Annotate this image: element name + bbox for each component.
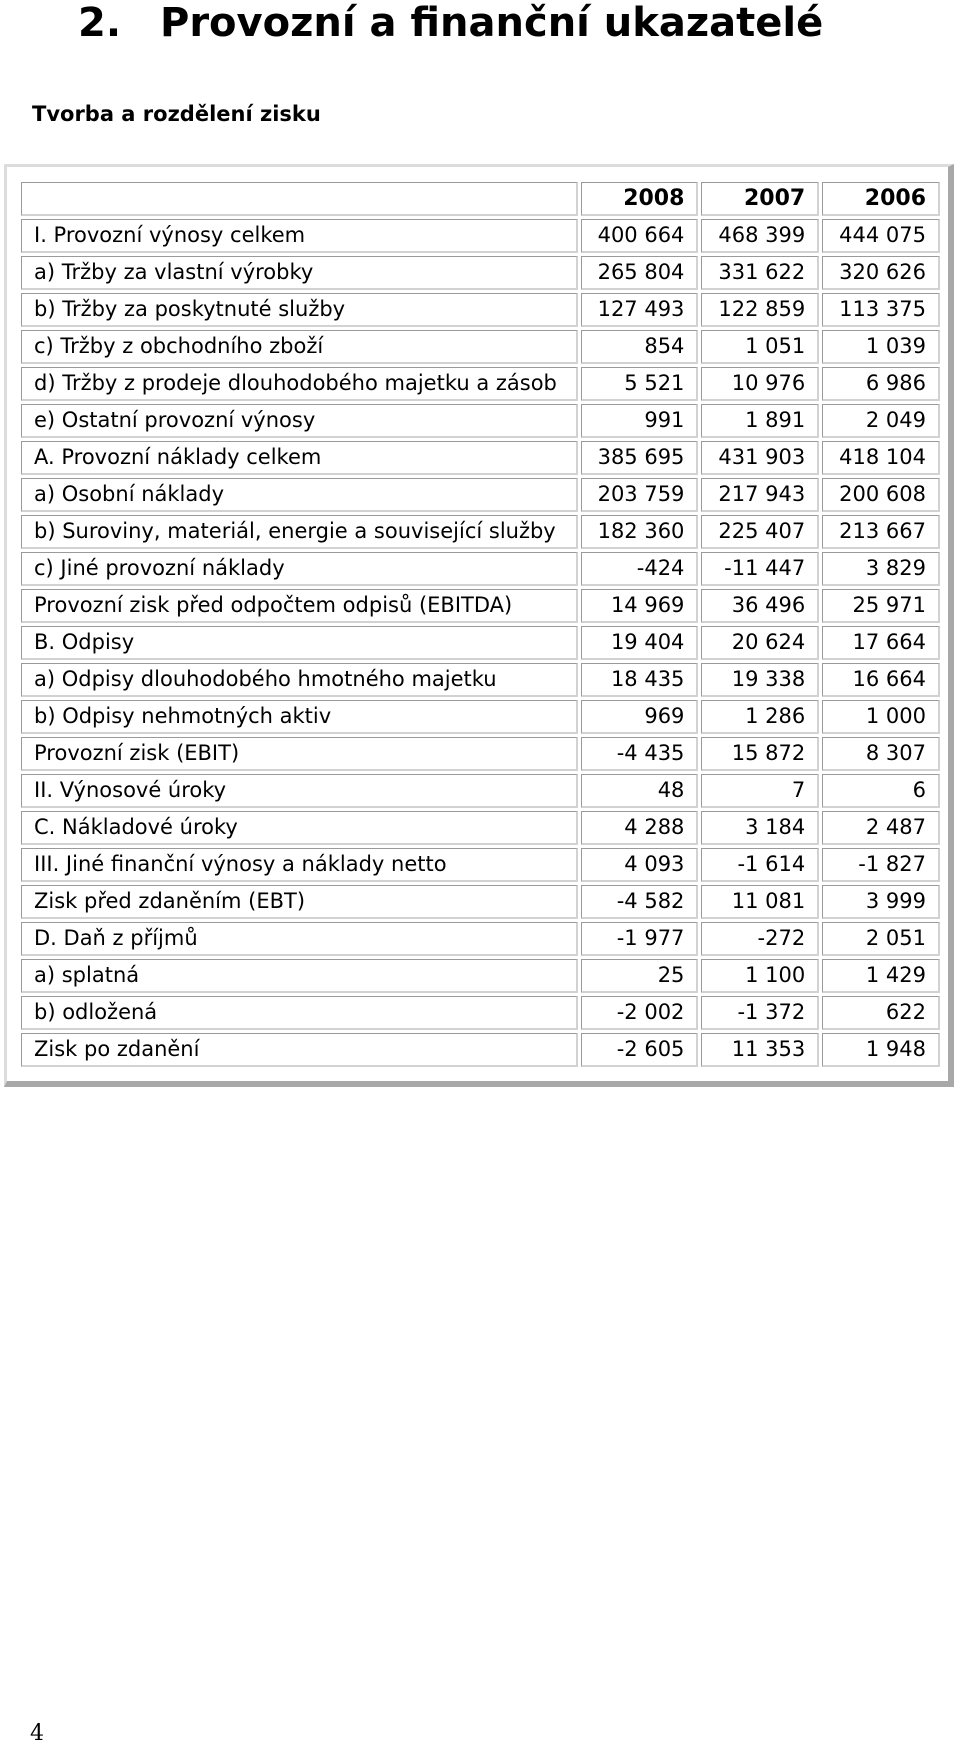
value-cell: 385 695 <box>581 441 699 475</box>
value-cell: 418 104 <box>822 441 940 475</box>
table-row <box>21 441 940 475</box>
value-cell: -424 <box>581 552 699 586</box>
value-cell: 122 859 <box>701 293 819 327</box>
table-row <box>21 885 940 919</box>
row-label-cell: Provozní zisk (EBIT) <box>21 737 578 771</box>
value-cell: 217 943 <box>701 478 819 512</box>
table-row <box>21 219 940 253</box>
value-cell: 127 493 <box>581 293 699 327</box>
table-row <box>21 848 940 882</box>
value-cell: -4 435 <box>581 737 699 771</box>
table-header-row <box>21 182 940 216</box>
value-cell: -1 372 <box>701 996 819 1030</box>
table-row <box>21 367 940 401</box>
table-row <box>21 515 940 549</box>
value-cell: 7 <box>701 774 819 808</box>
financial-table-frame <box>4 164 954 1087</box>
section-subheading: Tvorba a rozdělení zisku <box>32 102 321 126</box>
row-label-cell: Zisk po zdanění <box>21 1033 578 1067</box>
value-cell: 18 435 <box>581 663 699 697</box>
table-row <box>21 256 940 290</box>
value-cell: 1 429 <box>822 959 940 993</box>
value-cell: 17 664 <box>822 626 940 660</box>
page-heading <box>78 0 823 46</box>
value-cell: 1 051 <box>701 330 819 364</box>
value-cell: 2 487 <box>822 811 940 845</box>
value-cell: -1 827 <box>822 848 940 882</box>
value-cell: 3 184 <box>701 811 819 845</box>
value-cell: -1 614 <box>701 848 819 882</box>
page-number: 4 <box>30 1721 44 1746</box>
value-cell: 8 307 <box>822 737 940 771</box>
value-cell: -4 582 <box>581 885 699 919</box>
value-cell: 25 <box>581 959 699 993</box>
value-cell: 200 608 <box>822 478 940 512</box>
row-label-cell: III. Jiné finanční výnosy a náklady netto <box>21 848 578 882</box>
value-cell: 622 <box>822 996 940 1030</box>
value-cell: 2 049 <box>822 404 940 438</box>
row-label-cell: b) Tržby za poskytnuté služby <box>21 293 578 327</box>
value-cell: 1 039 <box>822 330 940 364</box>
table-row <box>21 1033 940 1067</box>
value-cell: 4 093 <box>581 848 699 882</box>
value-cell: 4 288 <box>581 811 699 845</box>
table-row <box>21 700 940 734</box>
value-cell: 20 624 <box>701 626 819 660</box>
row-label-cell: b) Suroviny, materiál, energie a související služby <box>21 515 578 549</box>
value-cell: -1 977 <box>581 922 699 956</box>
table-row <box>21 589 940 623</box>
value-cell: 3 829 <box>822 552 940 586</box>
value-cell: 182 360 <box>581 515 699 549</box>
table-row <box>21 478 940 512</box>
row-label-cell: b) Odpisy nehmotných aktiv <box>21 700 578 734</box>
row-label-cell: e) Ostatní provozní výnosy <box>21 404 578 438</box>
row-label-cell: B. Odpisy <box>21 626 578 660</box>
value-cell: -2 605 <box>581 1033 699 1067</box>
header-cell-year: 2008 <box>581 182 699 216</box>
value-cell: 5 521 <box>581 367 699 401</box>
value-cell: -2 002 <box>581 996 699 1030</box>
row-label-cell: d) Tržby z prodeje dlouhodobého majetku a zásob <box>21 367 578 401</box>
value-cell: 431 903 <box>701 441 819 475</box>
value-cell: 969 <box>581 700 699 734</box>
value-cell: 15 872 <box>701 737 819 771</box>
row-label-cell: Provozní zisk před odpočtem odpisů (EBITDA) <box>21 589 578 623</box>
financial-table-body <box>21 182 940 1067</box>
value-cell: 1 000 <box>822 700 940 734</box>
value-cell: 36 496 <box>701 589 819 623</box>
row-label-cell: a) splatná <box>21 959 578 993</box>
table-row <box>21 663 940 697</box>
row-label-cell: D. Daň z příjmů <box>21 922 578 956</box>
value-cell: 2 051 <box>822 922 940 956</box>
table-row <box>21 626 940 660</box>
value-cell: 16 664 <box>822 663 940 697</box>
table-row <box>21 811 940 845</box>
value-cell: 1 100 <box>701 959 819 993</box>
value-cell: 1 286 <box>701 700 819 734</box>
value-cell: 14 969 <box>581 589 699 623</box>
value-cell: -272 <box>701 922 819 956</box>
value-cell: -11 447 <box>701 552 819 586</box>
heading-title: Provozní a finanční ukazatelé <box>160 0 824 46</box>
value-cell: 265 804 <box>581 256 699 290</box>
value-cell: 400 664 <box>581 219 699 253</box>
value-cell: 11 353 <box>701 1033 819 1067</box>
value-cell: 1 891 <box>701 404 819 438</box>
heading-number: 2. <box>78 0 122 46</box>
table-row <box>21 737 940 771</box>
value-cell: 6 986 <box>822 367 940 401</box>
row-label-cell: c) Jiné provozní náklady <box>21 552 578 586</box>
value-cell: 1 948 <box>822 1033 940 1067</box>
value-cell: 203 759 <box>581 478 699 512</box>
value-cell: 854 <box>581 330 699 364</box>
value-cell: 320 626 <box>822 256 940 290</box>
value-cell: 113 375 <box>822 293 940 327</box>
row-label-cell: b) odložená <box>21 996 578 1030</box>
row-label-cell: I. Provozní výnosy celkem <box>21 219 578 253</box>
header-cell-year: 2006 <box>822 182 940 216</box>
value-cell: 19 338 <box>701 663 819 697</box>
table-row <box>21 293 940 327</box>
value-cell: 10 976 <box>701 367 819 401</box>
row-label-cell: C. Nákladové úroky <box>21 811 578 845</box>
row-label-cell: c) Tržby z obchodního zboží <box>21 330 578 364</box>
table-row <box>21 404 940 438</box>
table-row <box>21 552 940 586</box>
row-label-cell: a) Odpisy dlouhodobého hmotného majetku <box>21 663 578 697</box>
table-row <box>21 330 940 364</box>
value-cell: 991 <box>581 404 699 438</box>
row-label-cell: Zisk před zdaněním (EBT) <box>21 885 578 919</box>
value-cell: 213 667 <box>822 515 940 549</box>
row-label-cell: a) Osobní náklady <box>21 478 578 512</box>
table-row <box>21 996 940 1030</box>
row-label-cell: a) Tržby za vlastní výrobky <box>21 256 578 290</box>
value-cell: 48 <box>581 774 699 808</box>
value-cell: 331 622 <box>701 256 819 290</box>
table-row <box>21 922 940 956</box>
table-row <box>21 774 940 808</box>
table-row <box>21 959 940 993</box>
value-cell: 444 075 <box>822 219 940 253</box>
value-cell: 6 <box>822 774 940 808</box>
header-cell-year: 2007 <box>701 182 819 216</box>
value-cell: 25 971 <box>822 589 940 623</box>
row-label-cell: II. Výnosové úroky <box>21 774 578 808</box>
value-cell: 19 404 <box>581 626 699 660</box>
value-cell: 225 407 <box>701 515 819 549</box>
row-label-cell: A. Provozní náklady celkem <box>21 441 578 475</box>
value-cell: 11 081 <box>701 885 819 919</box>
financial-table <box>18 179 943 1070</box>
value-cell: 468 399 <box>701 219 819 253</box>
value-cell: 3 999 <box>822 885 940 919</box>
header-cell-blank <box>21 182 578 216</box>
